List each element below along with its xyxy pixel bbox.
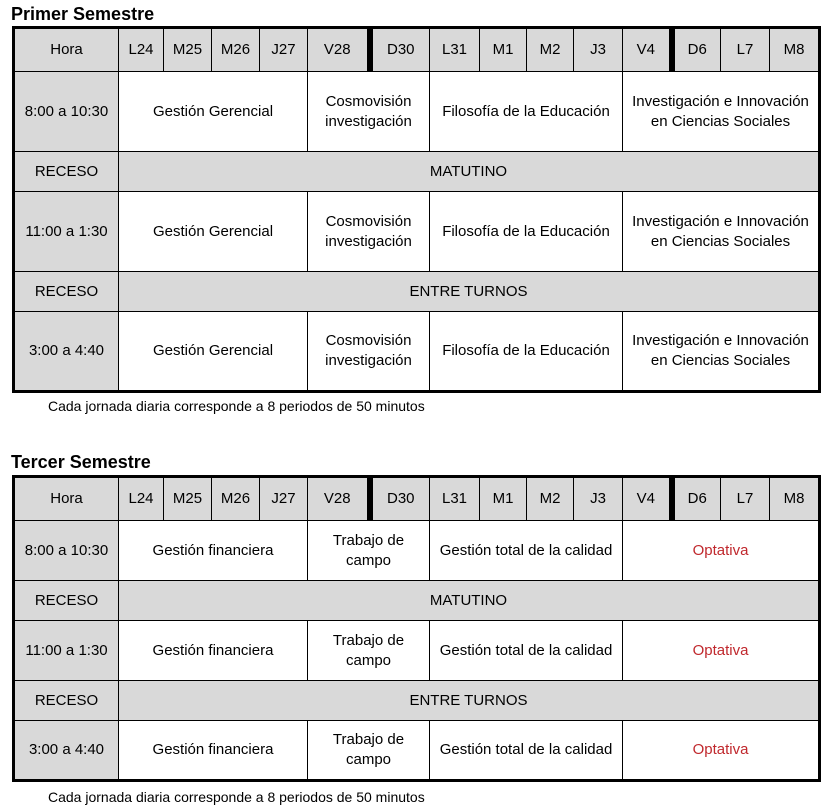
day-header: M8 bbox=[770, 477, 820, 521]
time-cell: 8:00 a 10:30 bbox=[14, 521, 119, 581]
recess-cell: RECESO bbox=[14, 152, 119, 192]
course-cell: Gestión Gerencial bbox=[119, 192, 308, 272]
class-row bbox=[14, 192, 820, 272]
day-header: V28 bbox=[308, 477, 370, 521]
section-title: Primer Semestre bbox=[11, 4, 155, 24]
time-cell: 11:00 a 1:30 bbox=[14, 192, 119, 272]
recess-label: MATUTINO bbox=[119, 152, 820, 192]
course-cell: Investigación e Innovación en Ciencias Sociales bbox=[623, 312, 820, 392]
course-cell: Trabajo de campo bbox=[308, 621, 430, 681]
section-title: Tercer Semestre bbox=[11, 452, 151, 472]
header-hora: Hora bbox=[14, 28, 119, 72]
footnote: Cada jornada diaria corresponde a 8 periodos de 50 minutos bbox=[48, 398, 425, 414]
optativa-cell: Optativa bbox=[623, 621, 820, 681]
day-header: M2 bbox=[527, 477, 574, 521]
recess-row bbox=[14, 152, 820, 192]
optativa-cell: Optativa bbox=[623, 721, 820, 781]
class-row bbox=[14, 621, 820, 681]
course-cell: Gestión total de la calidad bbox=[430, 521, 623, 581]
time-cell: 3:00 a 4:40 bbox=[14, 312, 119, 392]
schedule-table bbox=[12, 26, 821, 393]
class-row bbox=[14, 312, 820, 392]
day-header: L7 bbox=[721, 477, 770, 521]
day-header: D6 bbox=[672, 477, 721, 521]
time-cell: 8:00 a 10:30 bbox=[14, 72, 119, 152]
course-cell: Gestión total de la calidad bbox=[430, 721, 623, 781]
course-cell: Trabajo de campo bbox=[308, 721, 430, 781]
day-header: J3 bbox=[574, 477, 623, 521]
time-cell: 11:00 a 1:30 bbox=[14, 621, 119, 681]
optativa-cell: Optativa bbox=[623, 521, 820, 581]
course-cell: Filosofía de la Educación bbox=[430, 192, 623, 272]
recess-label: MATUTINO bbox=[119, 581, 820, 621]
course-cell: Filosofía de la Educación bbox=[430, 72, 623, 152]
course-cell: Gestión total de la calidad bbox=[430, 621, 623, 681]
day-header: L31 bbox=[430, 28, 480, 72]
day-header: J27 bbox=[260, 28, 308, 72]
schedule-table bbox=[12, 475, 821, 782]
header-hora: Hora bbox=[14, 477, 119, 521]
recess-cell: RECESO bbox=[14, 272, 119, 312]
day-header: L24 bbox=[119, 477, 164, 521]
class-row bbox=[14, 72, 820, 152]
course-cell: Gestión Gerencial bbox=[119, 72, 308, 152]
day-header: L24 bbox=[119, 28, 164, 72]
recess-label: ENTRE TURNOS bbox=[119, 272, 820, 312]
course-cell: Gestión financiera bbox=[119, 721, 308, 781]
header-row bbox=[14, 477, 820, 521]
day-header: D30 bbox=[370, 477, 430, 521]
day-header: J27 bbox=[260, 477, 308, 521]
recess-cell: RECESO bbox=[14, 581, 119, 621]
day-header: M25 bbox=[164, 477, 212, 521]
day-header: D30 bbox=[370, 28, 430, 72]
recess-row bbox=[14, 681, 820, 721]
day-header: M1 bbox=[480, 477, 527, 521]
course-cell: Cosmovisión investigación bbox=[308, 192, 430, 272]
recess-row bbox=[14, 581, 820, 621]
day-header: V4 bbox=[623, 28, 672, 72]
recess-label: ENTRE TURNOS bbox=[119, 681, 820, 721]
course-cell: Cosmovisión investigación bbox=[308, 72, 430, 152]
day-header: J3 bbox=[574, 28, 623, 72]
day-header: V28 bbox=[308, 28, 370, 72]
day-header: M2 bbox=[527, 28, 574, 72]
course-cell: Gestión financiera bbox=[119, 621, 308, 681]
day-header: D6 bbox=[672, 28, 721, 72]
day-header: V4 bbox=[623, 477, 672, 521]
day-header: M26 bbox=[212, 28, 260, 72]
header-row bbox=[14, 28, 820, 72]
day-header: M25 bbox=[164, 28, 212, 72]
day-header: L7 bbox=[721, 28, 770, 72]
day-header: M1 bbox=[480, 28, 527, 72]
class-row bbox=[14, 721, 820, 781]
course-cell: Filosofía de la Educación bbox=[430, 312, 623, 392]
course-cell: Gestión Gerencial bbox=[119, 312, 308, 392]
day-header: M8 bbox=[770, 28, 820, 72]
course-cell: Investigación e Innovación en Ciencias Sociales bbox=[623, 192, 820, 272]
time-cell: 3:00 a 4:40 bbox=[14, 721, 119, 781]
course-cell: Trabajo de campo bbox=[308, 521, 430, 581]
course-cell: Cosmovisión investigación bbox=[308, 312, 430, 392]
course-cell: Investigación e Innovación en Ciencias Sociales bbox=[623, 72, 820, 152]
recess-cell: RECESO bbox=[14, 681, 119, 721]
day-header: M26 bbox=[212, 477, 260, 521]
footnote: Cada jornada diaria corresponde a 8 periodos de 50 minutos bbox=[48, 789, 425, 805]
day-header: L31 bbox=[430, 477, 480, 521]
class-row bbox=[14, 521, 820, 581]
recess-row bbox=[14, 272, 820, 312]
course-cell: Gestión financiera bbox=[119, 521, 308, 581]
